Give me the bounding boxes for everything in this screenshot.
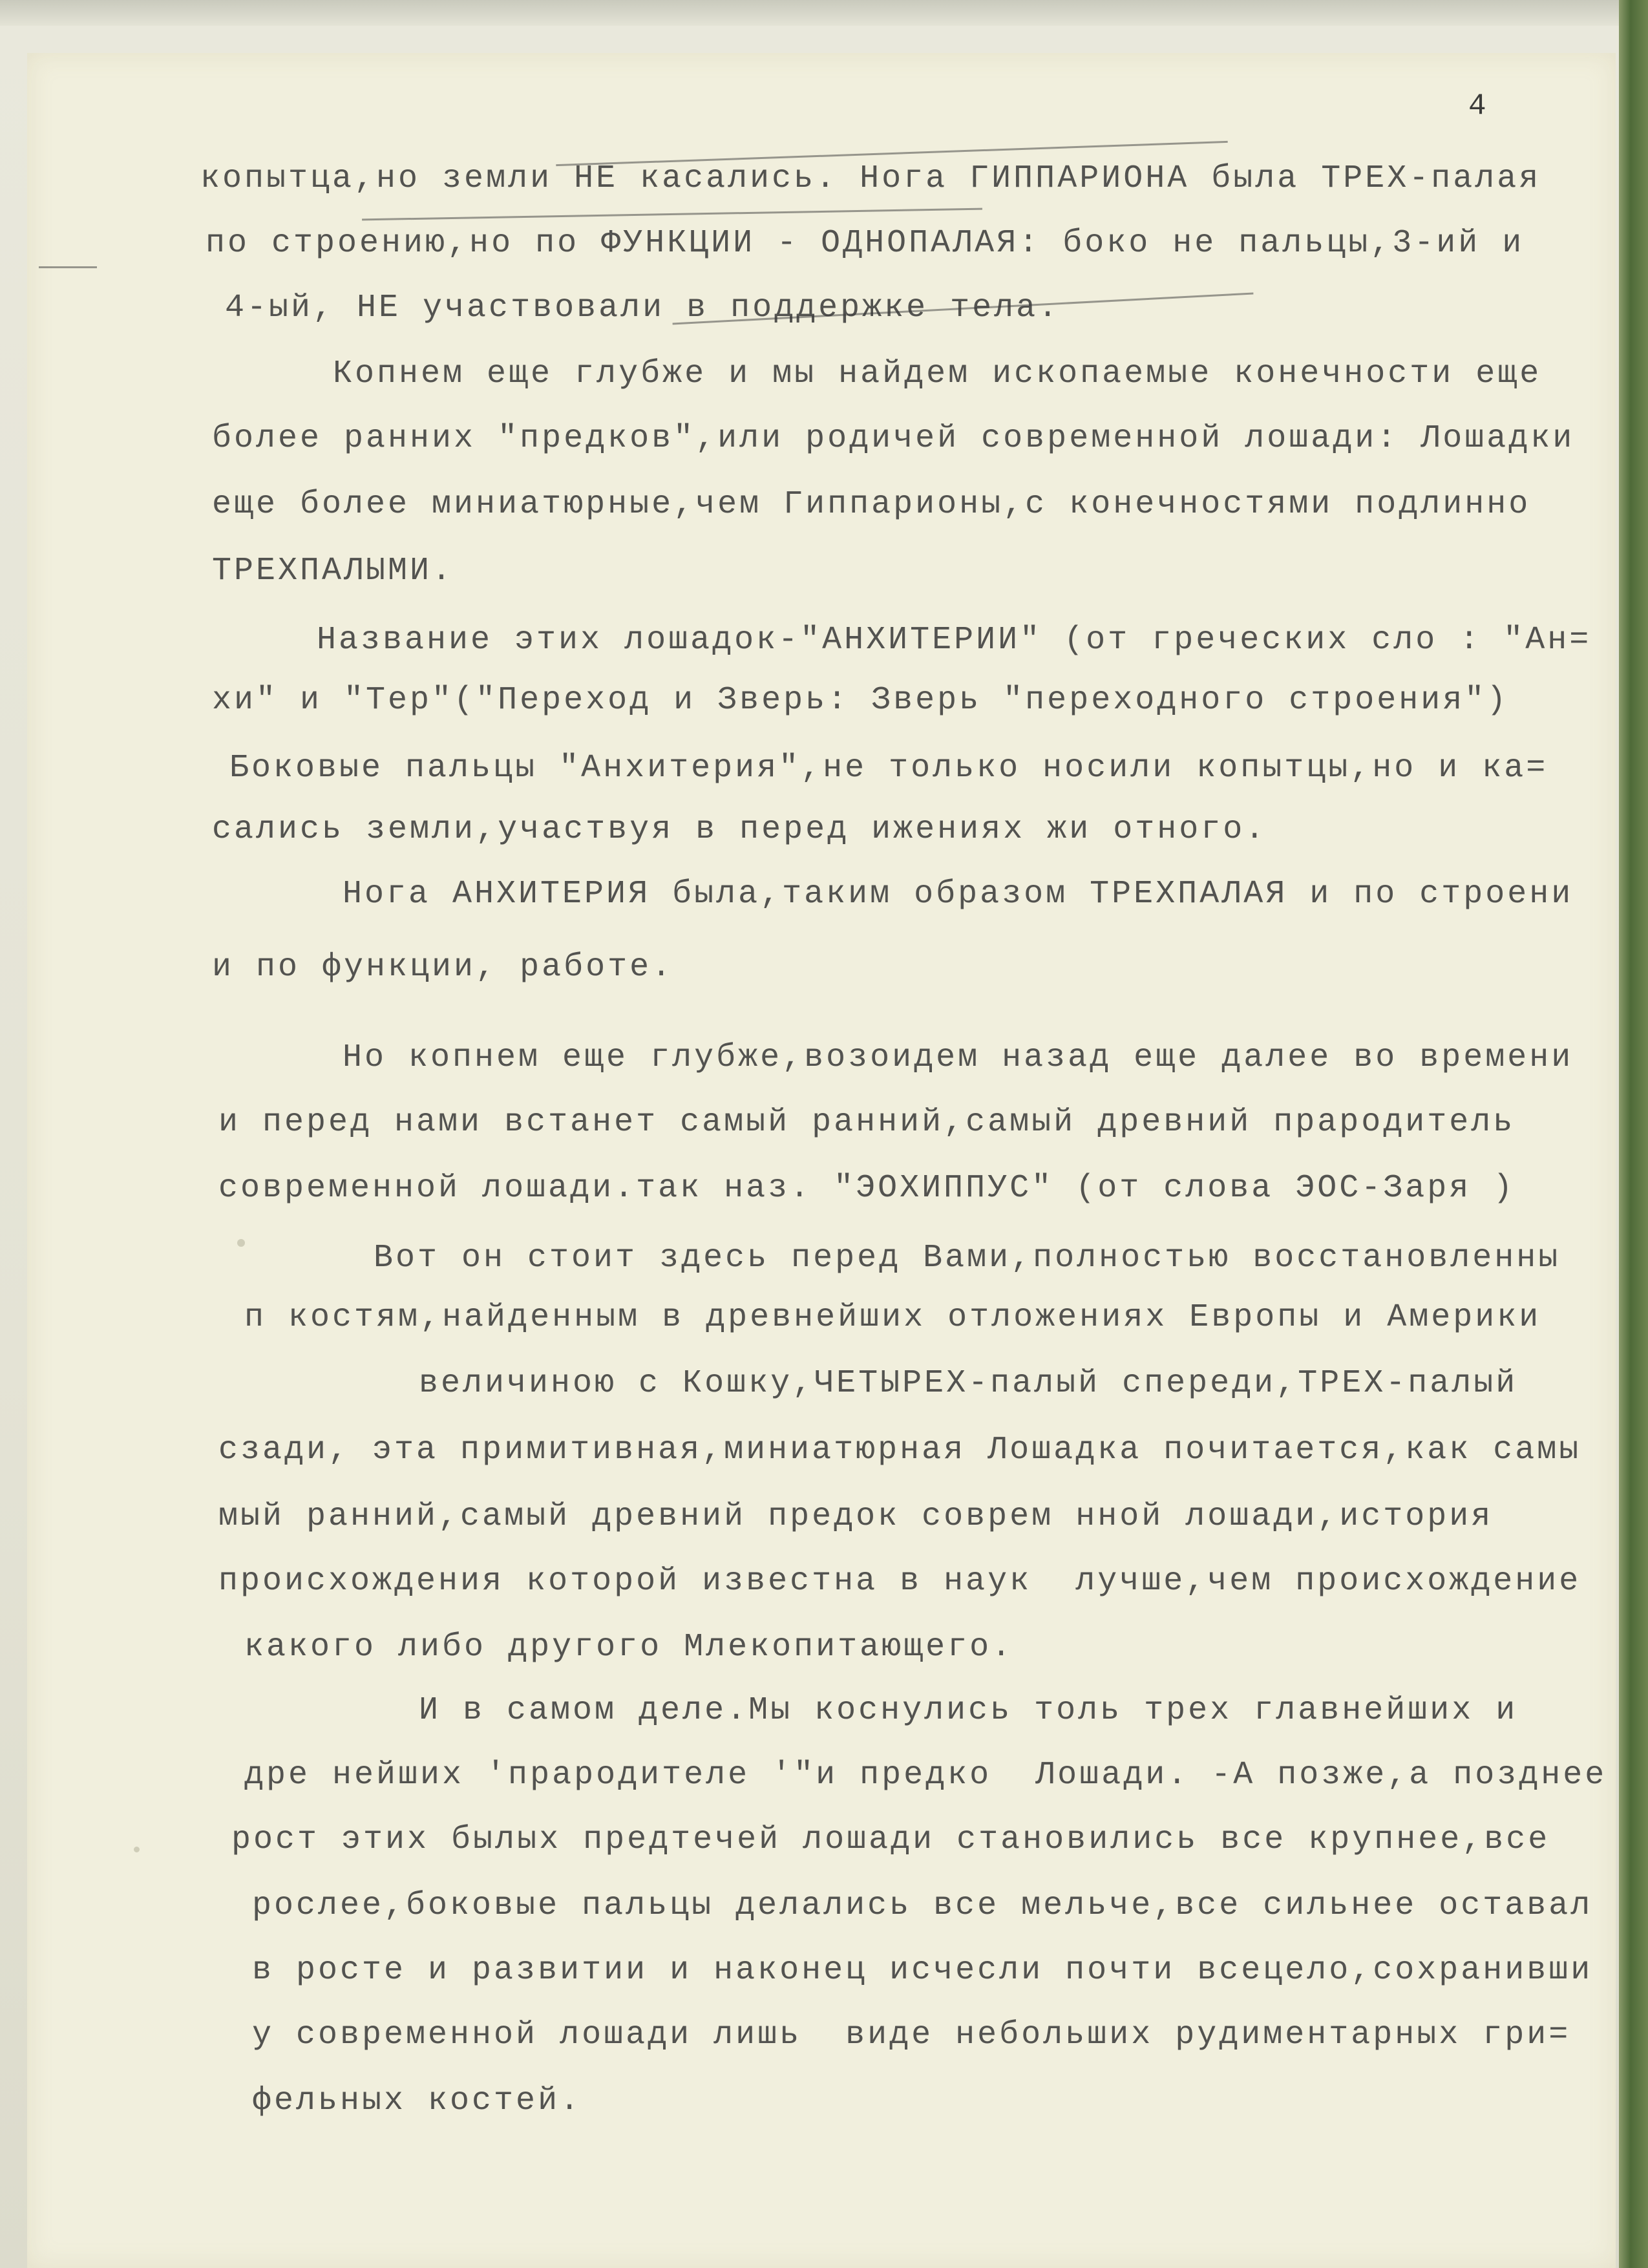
text-line: и по функции, работе. bbox=[212, 949, 674, 986]
text-line: Нога АНХИТЕРИЯ была,таким образом ТРЕХПАЛАЯ и по строени bbox=[343, 876, 1574, 913]
text-line: Вот он стоит здесь перед Вами,полностью восстановленны bbox=[374, 1240, 1561, 1277]
text-line: по строению,но по ФУНКЦИИ - ОДНОПАЛАЯ: боко не пальцы,3-ий и bbox=[206, 225, 1525, 262]
scanner-top-edge bbox=[0, 0, 1648, 26]
text-line: п костям,найденным в древнейших отложениях Европы и Америки bbox=[244, 1299, 1541, 1336]
text-line: величиною с Кошку,ЧЕТЫРЕХ-палый спереди,ТРЕХ-палый bbox=[419, 1365, 1518, 1402]
text-line: копытца,но земли НЕ касались. Нога ГИППАРИОНА была ТРЕХ-палая bbox=[200, 160, 1541, 197]
text-line: Боковые пальцы "Анхитерия",не только носили копытцы,но и ка= bbox=[229, 750, 1548, 787]
text-line: мый ранний,самый древний предок соврем нной лошади,история bbox=[218, 1498, 1494, 1535]
text-line: еще более миниатюрные,чем Гиппарионы,с конечностями подлинно bbox=[212, 486, 1531, 523]
text-line: хи" и "Тер"("Переход и Зверь: Зверь "переходного строения") bbox=[212, 682, 1509, 719]
text-line: происхождения которой известна в наук лучше,чем происхождение bbox=[218, 1563, 1581, 1600]
text-line: дре нейших 'прародителе '"и предко Лошади. -А позже,а позднее bbox=[244, 1757, 1607, 1794]
text-line: у современной лошади лишь виде небольших рудиментарных гри= bbox=[252, 2017, 1571, 2053]
text-line: сались земли,участвуя в перед ижениях жи отного. bbox=[212, 811, 1267, 848]
text-line: Но копнем еще глубже,возоидем назад еще далее во времени bbox=[343, 1039, 1574, 1076]
margin-dash-mark bbox=[39, 266, 97, 268]
text-line: сзади, эта примитивная,миниатюрная Лошадка почитается,как самы bbox=[218, 1432, 1581, 1468]
paper-spot bbox=[237, 1239, 245, 1247]
page-number: 4 bbox=[1468, 89, 1486, 123]
text-line: в росте и развитии и наконец исчесли почти всецело,сохранивши bbox=[252, 1952, 1593, 1989]
text-line: более ранних "предков",или родичей современной лошади: Лошадки bbox=[212, 420, 1575, 457]
text-line: современной лошади.так наз. "ЭОХИППУС" (от слова ЭОС-Заря ) bbox=[218, 1170, 1516, 1207]
text-line: рост этих былых предтечей лошади становились все крупнее,все bbox=[231, 1821, 1550, 1858]
text-line: фельных костей. bbox=[252, 2083, 582, 2119]
scanner-border-strip bbox=[1619, 0, 1648, 2268]
text-line: какого либо другого Млекопитающего. bbox=[244, 1629, 1014, 1666]
text-line: 4-ый, НЕ участвовали в поддержке тела. bbox=[225, 290, 1061, 326]
paper-spot bbox=[134, 1847, 140, 1852]
text-line: и перед нами встанет самый ранний,самый древний прародитель bbox=[218, 1104, 1516, 1141]
text-line: Название этих лошадок-"АНХИТЕРИИ" (от греческих сло : "Ан= bbox=[317, 622, 1592, 659]
text-line: ТРЕХПАЛЫМИ. bbox=[212, 553, 454, 589]
text-line: рослее,боковые пальцы делались все мельче,все сильнее оставал bbox=[252, 1887, 1593, 1924]
text-line: Копнем еще глубже и мы найдем ископаемые конечности еще bbox=[333, 355, 1542, 392]
text-line: И в самом деле.Мы коснулись толь трех главнейших и bbox=[419, 1692, 1518, 1729]
